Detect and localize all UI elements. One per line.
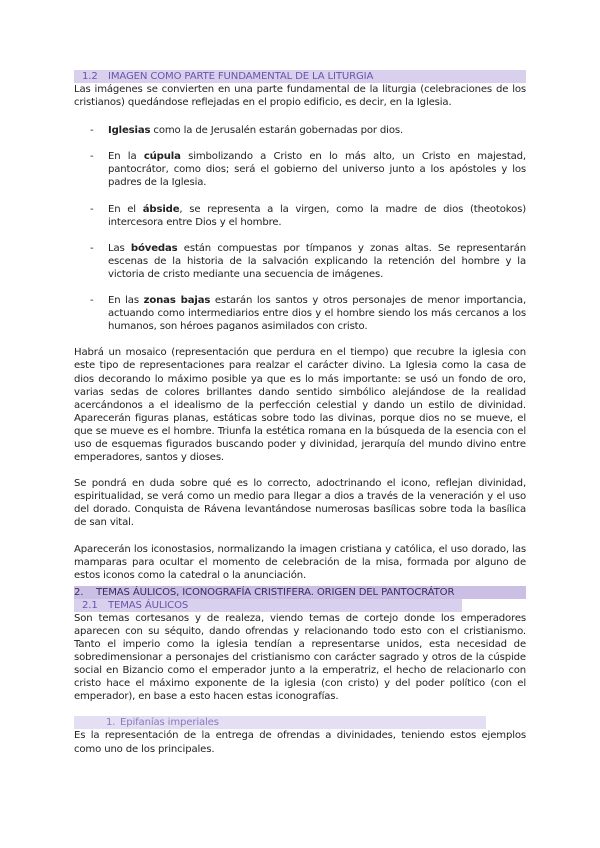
paragraph-intro: Las imágenes se convierten en una parte fundamental de la liturgia (celebraciones de los cristianos) quedándose reflejadas en el propio edificio, es decir, en la Iglesia. [74,84,526,109]
list-bullet: - [90,295,94,307]
list-item-text: simbolizando a Cristo en lo más alto, un Cristo en majestad, pantocrátor, como dios; será el gobierno del universo junto a los apóstoles y los padres de la Iglesia. [108,151,526,189]
section-heading-epifanias [74,716,486,729]
paragraph-aulicos: Son temas cortesanos y de realeza, viendo temas de cortejo donde los emperadores aparecen con su séquito, dando ofrendas y relacionando todo esto con el cristianismo. Tanto el imperio como la iglesia tendían a representarse unidos, esta necesidad de sobredimensionar a personajes del cristianismo con carácter sagrado y otros de la cúspide social en Bizancio como el emperador junto a la emperatriz, el hecho de relacionarlo con cristo hace el máximo exponente de la iglesia (con cristo) y del poder político (con el emperador), en base a esto hacen estas iconografías. [74,612,526,703]
list-item [74,150,526,189]
bold-term: Iglesias [108,125,151,137]
list-item [74,242,526,281]
bold-term: bóvedas [130,242,178,254]
list-item-text: como la de Jerusalén estarán gobernadas por dios. [150,125,404,137]
list-item-prefix: Las [108,242,131,254]
bullet-list [74,124,526,333]
list-item-text: estarán los santos y otros personajes de menor importancia, actuando como intermediarios entre dios y el hombre siendo los más cercanos a los humanos, son héroes paganos asimilados con cristo. [108,295,527,333]
section-title: TEMAS ÁULICOS, ICONOGRAFÍA CRISTIFERA. ORIGEN DEL PANTOCRÁTOR [96,586,455,598]
section-heading-2 [74,586,526,599]
paragraph-duda: Se pondrá en duda sobre qué es lo correcto, adoctrinando el icono, reflejan divinidad, espiritualidad, se verá como un medio para llegar a dios a través de la veneración y el uso del dorado. Conquista de Rávena levantándose numerosas basílicas sobre toda la basílica de san vital. [74,478,526,529]
section-number: 1.2 [82,71,98,82]
list-item-prefix: En la [108,151,144,163]
section-number: 2. [74,586,84,598]
bold-term: cúpula [143,151,181,163]
section-heading-2-1 [74,599,462,612]
document-page [74,70,526,756]
section-title: TEMAS ÁULICOS [108,599,189,611]
section-title: Epifanías imperiales [120,717,219,729]
bold-term: ábside [142,203,180,215]
section-heading-1-2 [74,70,526,83]
bold-term: zonas bajas [143,295,211,307]
list-item-text: están compuestas por tímpanos y zonas altas. Se representarán escenas de la historia de la salvación explicando la retención del hombre y la victoria de cristo mediante una secuencia de imágenes. [108,242,526,280]
list-bullet: - [90,242,94,254]
list-item-prefix: En el [108,203,143,215]
list-item-text: , se representa a la virgen, como la madre de dios (theotokos) intercesora entre Dios y el hombre. [108,203,526,228]
list-bullet: - [90,203,94,215]
paragraph-mosaico: Habrá un mosaico (representación que perdura en el tiempo) que recubre la iglesia con este tipo de representaciones para realzar el carácter divino. La Iglesia como la casa de dios decorando lo máximo posible ya que es lo más importante: se usó un fondo de oro, varias sedas de colores brillantes dando sentido simbólico alejándose de la realidad acercándonos a el idealismo de la perfección celestial y dando un estilo de divinidad. Aparecerán figuras planas, estáticas sobre todo las divinas, porque dios no se mueve, el que se mueve es el hombre. Triunfa la estética romana en la búsqueda de la esencia con el uso de esquemas figurados buscando poder y divinidad, jerarquía del mundo divino entre emperadores, santos y dioses. [74,347,526,464]
paragraph-epifanias: Es la representación de la entrega de ofrendas a divinidades, teniendo estos ejemplos como uno de los principales. [74,730,526,755]
list-bullet: - [90,151,94,163]
list-item [74,294,526,333]
list-bullet: - [90,125,94,137]
list-item-prefix: En las [108,295,144,307]
section-number: 1. [106,717,116,729]
section-title: IMAGEN COMO PARTE FUNDAMENTAL DE LA LITURGIA [108,71,374,82]
list-item [74,124,526,137]
paragraph-iconostasios: Aparecerán los iconostasios, normalizando la imagen cristiana y católica, el uso dorado, las mamparas para ocultar el momento de celebración de la misa, formada por alguno de estos iconos como la catedral o la anunciación. [74,543,526,581]
section-number: 2.1 [82,599,98,611]
list-item [74,203,526,229]
